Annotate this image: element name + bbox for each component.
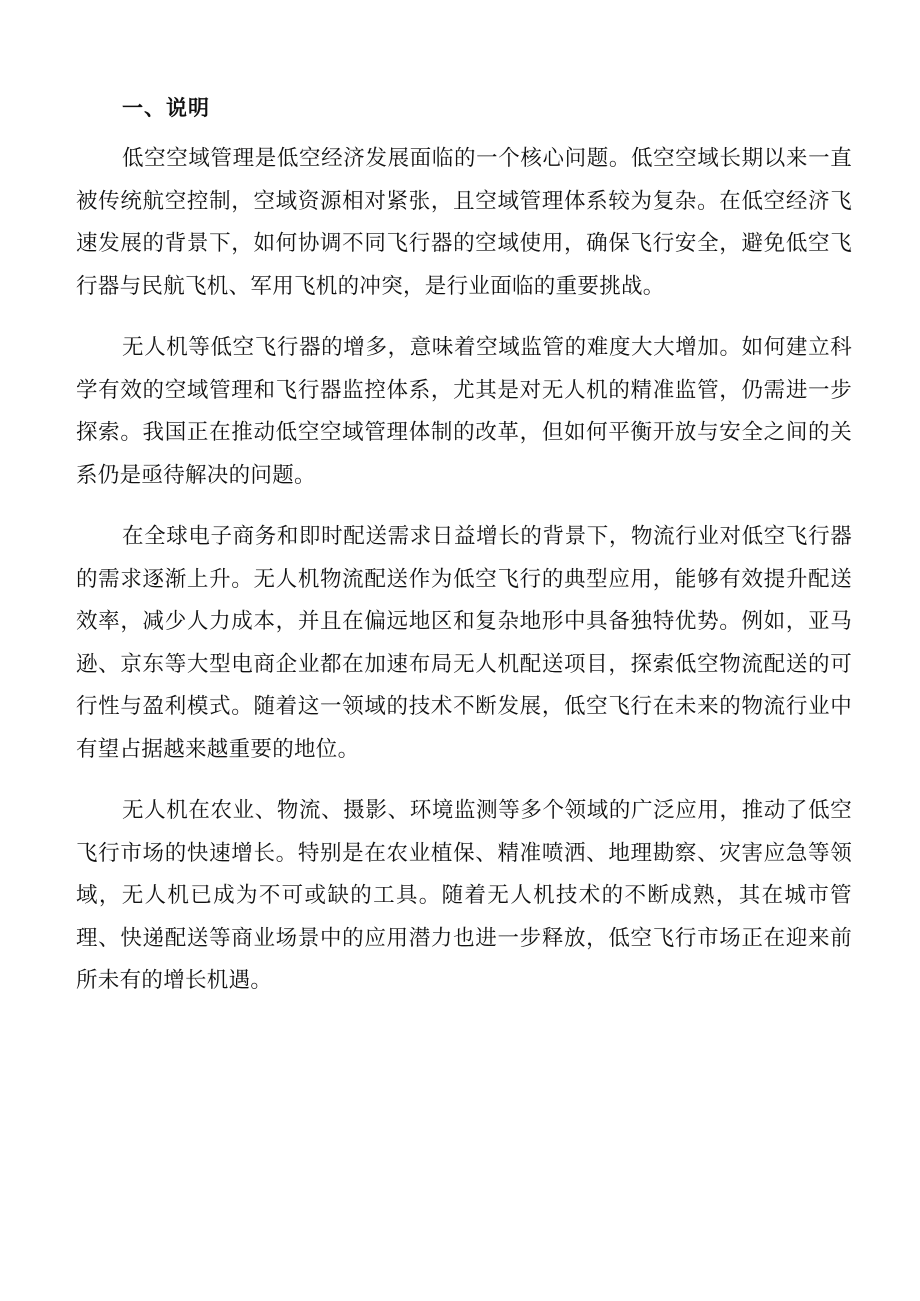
paragraph-market-growth: 无人机在农业、物流、摄影、环境监测等多个领域的广泛应用，推动了低空飞行市场的快速增长。特别是在农业植保、精准喷洒、地理勘察、灾害应急等领域，无人机已成为不可或缺的工具。随着无人机技术的不断成熟，其在城市管理、快递配送等商业场景中的应用潜力也进一步释放，低空飞行市场正在迎来前所未有的增长机遇。 — [76, 798, 852, 993]
paragraph-airspace-management: 低空空域管理是低空经济发展面临的一个核心问题。低空空域长期以来一直被传统航空控制，空域资源相对紧张，且空域管理体系较为复杂。在低空经济飞速发展的背景下，如何协调不同飞行器的空域使用，确保飞行安全，避免低空飞行器与民航飞机、军用飞机的冲突，是行业面临的重要挑战。 — [76, 146, 852, 299]
document-page — [76, 88, 852, 1022]
paragraph-logistics-delivery: 在全球电子商务和即时配送需求日益增长的背景下，物流行业对低空飞行器的需求逐渐上升。无人机物流配送作为低空飞行的典型应用，能够有效提升配送效率，减少人力成本，并且在偏远地区和复杂地形中具备独特优势。例如，亚马逊、京东等大型电商企业都在加速布局无人机配送项目，探索低空物流配送的可行性与盈利模式。随着这一领域的技术不断发展，低空飞行在未来的物流行业中有望占据越来越重要的地位。 — [76, 524, 852, 762]
section-heading: 一、说明 — [122, 95, 210, 120]
paragraph-drone-regulation: 无人机等低空飞行器的增多，意味着空域监管的难度大大增加。如何建立科学有效的空域管理和飞行器监控体系，尤其是对无人机的精准监管，仍需进一步探索。我国正在推动低空空域管理体制的改革，但如何平衡开放与安全之间的关系仍是亟待解决的问题。 — [76, 335, 852, 488]
